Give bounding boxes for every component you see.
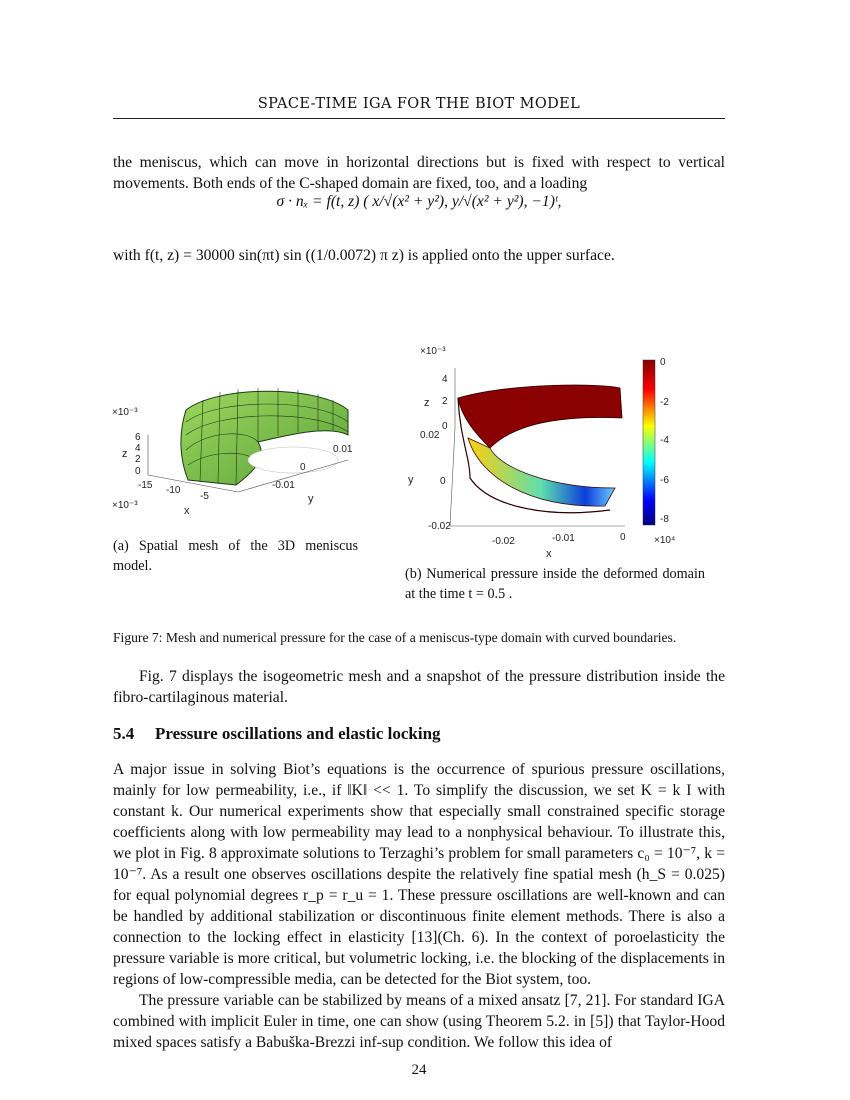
cb-tick-4: -4 — [660, 435, 669, 446]
cb-exponent: ×10⁴ — [654, 535, 676, 546]
y-tick-neg002: -0.02 — [428, 521, 451, 532]
z-tick-2-b: 2 — [442, 396, 448, 407]
deformed-domain-top — [458, 385, 622, 448]
running-header: SPACE-TIME IGA FOR THE BIOT MODEL — [257, 96, 581, 112]
x-tick-0-b: 0 — [620, 532, 626, 543]
figure-b-pressure-plot — [400, 338, 725, 563]
y-tick-002: 0.02 — [420, 430, 440, 441]
y-tick-neg001: -0.01 — [272, 480, 295, 491]
x-tick-neg002: -0.02 — [492, 536, 515, 547]
exp-bottom: ×10⁻³ — [112, 500, 138, 511]
y-tick-0: 0 — [300, 462, 306, 473]
y-label-b: y — [408, 474, 414, 486]
colorbar — [643, 360, 655, 525]
caption-a: (a) Spatial mesh of the 3D meniscus model. — [113, 538, 358, 574]
cb-tick-2: -2 — [660, 397, 669, 408]
z-tick-0-b: 0 — [442, 421, 448, 432]
cb-tick-6: -6 — [660, 475, 669, 486]
section-number: 5.4 — [113, 724, 135, 743]
load-paragraph: with f(t, z) = 30000 sin(πt) sin ((1/0.0072) π z) is applied onto the upper surface. — [113, 247, 615, 264]
inner-cavity — [248, 447, 338, 473]
section-paragraph-2: The pressure variable can be stabilized by means of a mixed ansatz [7, 21]. For standard IGA combined with implicit Euler in time, one can show (using Theorem 5.2. in [5]) that Taylor-Hood mixed spaces satisfy a Babuška-Brezzi inf-sup condition. We follow this idea of — [113, 992, 725, 1051]
z-tick-0: 0 — [135, 466, 141, 477]
z-tick-2: 2 — [135, 454, 141, 465]
caption-b: (b) Numerical pressure inside the deformed domain at the time t = 0.5 . — [405, 566, 705, 602]
cb-tick-0: 0 — [660, 357, 666, 368]
x-tick-15: -15 — [138, 480, 153, 491]
section-paragraph-1: A major issue in solving Biot’s equations is the occurrence of spurious pressure oscillations, mainly for low permeability, i.e., if ‖K‖ << 1. To simplify the discussion, we set K = k I with constant k. Our numerical experiments show that especially small constrained specific storage coefficients along with low permeability may lead to a nonphysical behaviour. To illustrate this, we plot in Fig. 8 approximate solutions to Terzaghi’s problem for small parameters c₀ = 10⁻⁷, k = 10⁻⁷. As a result one observes oscillations despite the relatively fine spatial mesh (h_S = 0.025) for equal polynomial degrees r_p = r_u = 1. These pressure oscillations are well-known and can be handled by additional stabilization or discontinuous finite element methods. There is also a connection to the locking effect in elasticity [13](Ch. 6). In the context of poroelasticity the pressure variable is more critical, but volumetric locking, i.e. the blocking of the displacements in regions of low-compressible media, can be detected for the Biot system, too. — [113, 761, 725, 988]
z-label-a: z — [122, 448, 128, 460]
loading-equation: σ · nₓ = f(t, z) ( x/√(x² + y²), y/√(x² + y²), −1)ᵗ, — [276, 193, 562, 210]
z-tick-6: 6 — [135, 432, 141, 443]
x-tick-5: -5 — [200, 491, 209, 502]
x-label-a: x — [184, 505, 190, 517]
header-rule — [113, 118, 725, 119]
y-label-a: y — [308, 493, 314, 505]
x-tick-neg001: -0.01 — [552, 533, 575, 544]
z-label-b: z — [424, 397, 430, 409]
figure-caption: Figure 7: Mesh and numerical pressure for the case of a meniscus-type domain with curved boundaries. — [113, 630, 677, 645]
cb-tick-8: -8 — [660, 514, 669, 525]
page-number: 24 — [411, 1062, 427, 1078]
figure-a-mesh-plot — [108, 380, 378, 520]
y-tick-0-b: 0 — [440, 476, 446, 487]
y-tick-001: 0.01 — [333, 444, 353, 455]
exp-top: ×10⁻³ — [112, 407, 138, 418]
x-tick-10: -10 — [166, 485, 181, 496]
fig7-paragraph: Fig. 7 displays the isogeometric mesh and a snapshot of the pressure distribution inside the fibro-cartilaginous material. — [113, 668, 725, 706]
section-title: Pressure oscillations and elastic locking — [155, 724, 441, 743]
exp-z-b: ×10⁻³ — [420, 346, 446, 357]
x-label-b: x — [546, 548, 552, 560]
section-heading — [113, 724, 441, 744]
intro-paragraph: the meniscus, which can move in horizontal directions but is fixed with respect to vertical movements. Both ends of the C-shaped domain are fixed, too, and a loading — [113, 154, 725, 192]
z-tick-4: 4 — [135, 443, 141, 454]
z-tick-4-b: 4 — [442, 374, 448, 385]
